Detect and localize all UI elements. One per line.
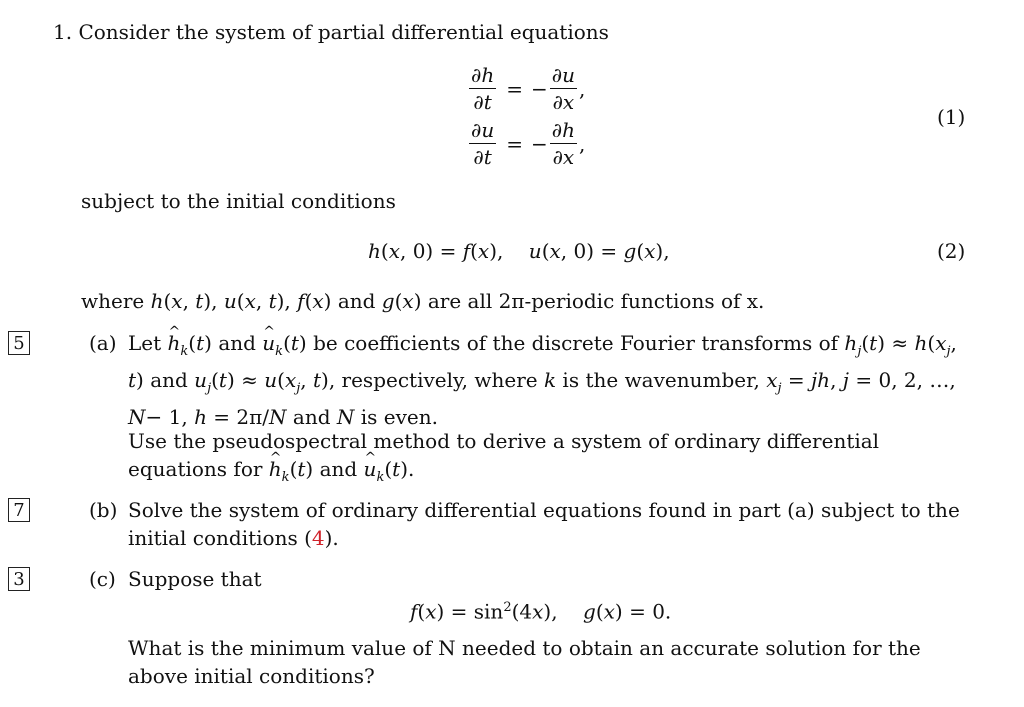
part-a-label: (a) bbox=[89, 331, 117, 355]
part-c-label: (c) bbox=[89, 567, 116, 591]
part-a-instruction: Use the pseudospectral method to derive a system of ordinary differential equations for ^ $h_k(t)$ and ^ $u_k(t)$. bbox=[128, 427, 970, 492]
equation-label-1: (1) bbox=[937, 105, 966, 129]
problem-heading bbox=[53, 18, 609, 46]
pde-system bbox=[467, 62, 585, 170]
subject-text: subject to the initial conditions bbox=[81, 189, 396, 213]
problem-number: 1. bbox=[53, 20, 73, 44]
part-c-intro: Suppose that bbox=[128, 567, 262, 591]
marks-box-b: 7 bbox=[8, 498, 30, 522]
marks-box-c: 3 bbox=[8, 567, 30, 591]
part-b-text: Solve the system of ordinary differential equations found in part (a) subject to the initial conditions (4). bbox=[128, 498, 960, 550]
pde-equation-1: $\frac{\partial h}{\partial t}$ = − $\frac{\partial u}{\partial x}$ , bbox=[471, 63, 586, 114]
equation-ref-link[interactable]: 4 bbox=[311, 526, 325, 550]
where-text: where h(x, t), u(x, t), f(x) and g(x) are all 2π-periodic functions of x. bbox=[81, 289, 765, 313]
part-c-equation: $f(x) = \sin^2(4x)$, g(x) = 0. bbox=[410, 599, 672, 624]
part-a-text: Let ^ $h_k(t)$ and ^ $u_k(t)$ be coefficients of the discrete Fourier transforms of $h_j(t) \approx h(x_j$, t) and $u_j(t) \approx u(x_j$, t), respectively, where k is the wavenumber, $x_j$ = jh, j = 0, 2, …, N− 1, h = 2π/N and N is even. bbox=[128, 329, 970, 431]
part-b-label: (b) bbox=[89, 498, 118, 522]
problem-intro: Consider the system of partial differential equations bbox=[78, 20, 609, 44]
where-text-tail: are all 2π-periodic functions of x. bbox=[427, 289, 765, 313]
part-c-question: What is the minimum value of N needed to obtain an accurate solution for the above initial conditions? bbox=[128, 636, 921, 688]
initial-conditions-equation: h(x, 0) = f(x), u(x, 0) = g(x), bbox=[368, 239, 670, 263]
equation-label-2: (2) bbox=[937, 239, 966, 263]
marks-box-a: 5 bbox=[8, 331, 30, 355]
pde-equation-2: $\frac{\partial u}{\partial t}$ = − $\frac{\partial h}{\partial x}$ , bbox=[471, 118, 586, 169]
